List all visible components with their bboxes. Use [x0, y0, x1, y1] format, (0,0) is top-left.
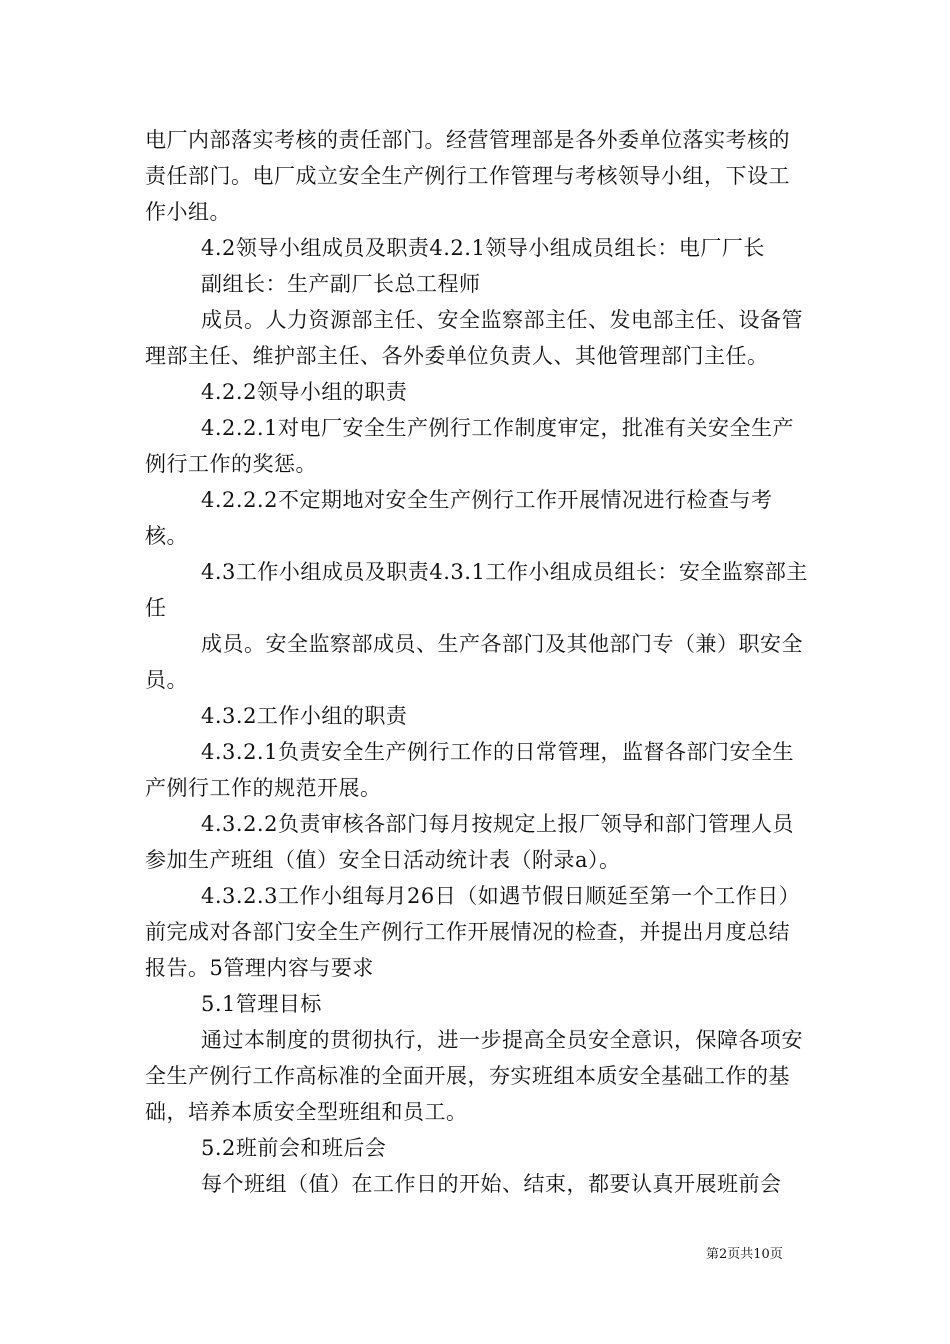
paragraph: 4.2.2.1对电厂安全生产例行工作制度审定，批准有关安全生产例行工作的奖惩。 — [145, 416, 794, 476]
paragraph: 4.3.2.1负责安全生产例行工作的日常管理，监督各部门安全生产例行工作的规范开展。 — [145, 740, 794, 800]
paragraph: 成员。安全监察部成员、生产各部门及其他部门专（兼）职安全员。 — [145, 632, 803, 692]
paragraph: 4.3.2工作小组的职责 — [201, 704, 408, 728]
paragraph: 4.3.2.2负责审核各部门每月按规定上报厂领导和部门管理人员参加生产班组（值）安全日活动统计表（附录a）。 — [145, 812, 794, 872]
paragraph: 5.2班前会和班后会 — [201, 1136, 387, 1160]
paragraph: 5.1管理目标 — [201, 992, 322, 1016]
paragraph: 副组长：生产副厂长总工程师 — [201, 272, 481, 296]
document-body — [145, 122, 810, 1202]
paragraph: 通过本制度的贯彻执行，进一步提高全员安全意识，保障各项安全生产例行工作高标准的全面开展，夯实班组本质安全基础工作的基础，培养本质安全型班组和员工。 — [145, 1028, 803, 1124]
paragraph: 电厂内部落实考核的责任部门。经营管理部是各外委单位落实考核的责任部门。电厂成立安全生产例行工作管理与考核领导小组，下设工作小组。 — [145, 128, 790, 224]
page-number: 第2页共10页 — [706, 1247, 783, 1262]
paragraph: 4.3工作小组成员及职责4.3.1工作小组成员组长：安全监察部主任 — [145, 560, 808, 620]
paragraph: 成员。人力资源部主任、安全监察部主任、发电部主任、设备管理部主任、维护部主任、各外委单位负责人、其他管理部门主任。 — [145, 308, 803, 368]
paragraph: 4.3.2.3工作小组每月26日（如遇节假日顺延至第一个工作日）前完成对各部门安全生产例行工作开展情况的检查，并提出月度总结报告。5管理内容与要求 — [145, 884, 801, 980]
paragraph: 每个班组（值）在工作日的开始、结束，都要认真开展班前会 — [201, 1172, 782, 1196]
paragraph: 4.2.2领导小组的职责 — [201, 380, 408, 404]
paragraph: 4.2领导小组成员及职责4.2.1领导小组成员组长：电厂厂长 — [201, 236, 765, 260]
paragraph: 4.2.2.2不定期地对安全生产例行工作开展情况进行检查与考核。 — [145, 488, 773, 548]
